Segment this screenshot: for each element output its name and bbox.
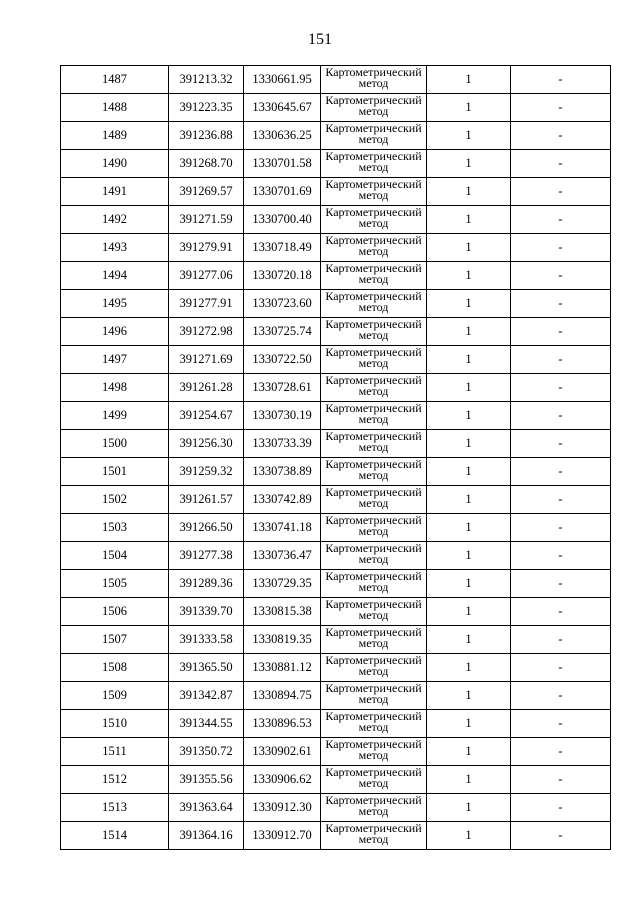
x-coordinate-cell: 391272.98 [169,318,244,346]
y-coordinate-cell: 1330815.38 [244,598,321,626]
table-row [61,738,611,766]
method-line-2: метод [358,468,389,482]
note-cell: - [511,794,611,822]
method-line-2: метод [358,132,389,146]
y-coordinate-cell: 1330722.50 [244,346,321,374]
accuracy-cell: 1 [427,262,511,290]
table-row [61,66,611,94]
y-coordinate-cell: 1330720.18 [244,262,321,290]
table-row [61,486,611,514]
table-row [61,234,611,262]
method-cell [321,122,427,150]
point-id-cell: 1500 [61,430,169,458]
x-coordinate-cell: 391344.55 [169,710,244,738]
point-id-cell: 1509 [61,682,169,710]
method-line-2: метод [358,776,389,790]
x-coordinate-cell: 391355.56 [169,766,244,794]
y-coordinate-cell: 1330723.60 [244,290,321,318]
accuracy-cell: 1 [427,402,511,430]
method-cell [321,458,427,486]
point-id-cell: 1490 [61,150,169,178]
accuracy-cell: 1 [427,822,511,850]
method-line-2: метод [358,440,389,454]
method-line-2: метод [358,636,389,650]
x-coordinate-cell: 391261.57 [169,486,244,514]
method-line-2: метод [358,300,389,314]
y-coordinate-cell: 1330661.95 [244,66,321,94]
accuracy-cell: 1 [427,626,511,654]
note-cell: - [511,822,611,850]
note-cell: - [511,178,611,206]
table-row [61,374,611,402]
accuracy-cell: 1 [427,122,511,150]
method-line-1: Картометрический [325,401,422,415]
method-line-1: Картометрический [325,513,422,527]
table-row [61,822,611,850]
y-coordinate-cell: 1330912.70 [244,822,321,850]
method-cell [321,94,427,122]
x-coordinate-cell: 391266.50 [169,514,244,542]
method-cell [321,486,427,514]
x-coordinate-cell: 391256.30 [169,430,244,458]
point-id-cell: 1513 [61,794,169,822]
table-row [61,318,611,346]
y-coordinate-cell: 1330902.61 [244,738,321,766]
method-line-1: Картометрический [325,177,422,191]
note-cell: - [511,430,611,458]
point-id-cell: 1491 [61,178,169,206]
y-coordinate-cell: 1330700.40 [244,206,321,234]
accuracy-cell: 1 [427,206,511,234]
y-coordinate-cell: 1330725.74 [244,318,321,346]
y-coordinate-cell: 1330906.62 [244,766,321,794]
y-coordinate-cell: 1330742.89 [244,486,321,514]
x-coordinate-cell: 391339.70 [169,598,244,626]
method-cell [321,514,427,542]
table-row [61,682,611,710]
note-cell: - [511,94,611,122]
method-line-2: метод [358,804,389,818]
note-cell: - [511,626,611,654]
x-coordinate-cell: 391268.70 [169,150,244,178]
method-line-2: метод [358,216,389,230]
method-cell [321,766,427,794]
y-coordinate-cell: 1330912.30 [244,794,321,822]
accuracy-cell: 1 [427,598,511,626]
x-coordinate-cell: 391271.69 [169,346,244,374]
accuracy-cell: 1 [427,374,511,402]
method-line-1: Картометрический [325,625,422,639]
y-coordinate-cell: 1330741.18 [244,514,321,542]
table-row [61,430,611,458]
note-cell: - [511,682,611,710]
point-id-cell: 1503 [61,514,169,542]
method-line-2: метод [358,832,389,846]
x-coordinate-cell: 391277.91 [169,290,244,318]
note-cell: - [511,598,611,626]
point-id-cell: 1506 [61,598,169,626]
method-line-1: Картометрический [325,149,422,163]
note-cell: - [511,262,611,290]
x-coordinate-cell: 391333.58 [169,626,244,654]
method-line-2: метод [358,496,389,510]
note-cell: - [511,374,611,402]
method-cell [321,738,427,766]
method-line-2: метод [358,664,389,678]
table-row [61,262,611,290]
page-number: 151 [308,31,332,48]
table-row [61,178,611,206]
table-row [61,514,611,542]
method-line-2: метод [358,524,389,538]
method-line-2: метод [358,76,389,90]
table-row [61,206,611,234]
method-line-1: Картометрический [325,737,422,751]
table-row [61,458,611,486]
method-cell [321,822,427,850]
method-cell [321,570,427,598]
method-cell [321,150,427,178]
method-line-1: Картометрический [325,541,422,555]
table-row [61,290,611,318]
x-coordinate-cell: 391364.16 [169,822,244,850]
method-line-2: метод [358,188,389,202]
point-id-cell: 1488 [61,94,169,122]
table-row [61,94,611,122]
note-cell: - [511,570,611,598]
accuracy-cell: 1 [427,766,511,794]
y-coordinate-cell: 1330881.12 [244,654,321,682]
x-coordinate-cell: 391289.36 [169,570,244,598]
method-line-2: метод [358,720,389,734]
note-cell: - [511,122,611,150]
method-line-2: метод [358,608,389,622]
method-line-2: метод [358,160,389,174]
method-line-1: Картометрический [325,289,422,303]
note-cell: - [511,290,611,318]
point-id-cell: 1508 [61,654,169,682]
x-coordinate-cell: 391261.28 [169,374,244,402]
y-coordinate-cell: 1330718.49 [244,234,321,262]
x-coordinate-cell: 391365.50 [169,654,244,682]
accuracy-cell: 1 [427,178,511,206]
x-coordinate-cell: 391254.67 [169,402,244,430]
method-line-1: Картометрический [325,233,422,247]
x-coordinate-cell: 391271.59 [169,206,244,234]
accuracy-cell: 1 [427,486,511,514]
method-line-2: метод [358,272,389,286]
x-coordinate-cell: 391342.87 [169,682,244,710]
note-cell: - [511,486,611,514]
x-coordinate-cell: 391277.38 [169,542,244,570]
point-id-cell: 1512 [61,766,169,794]
accuracy-cell: 1 [427,654,511,682]
table-row [61,598,611,626]
point-id-cell: 1504 [61,542,169,570]
method-line-1: Картометрический [325,793,422,807]
accuracy-cell: 1 [427,710,511,738]
point-id-cell: 1497 [61,346,169,374]
method-cell [321,402,427,430]
method-cell [321,290,427,318]
method-cell [321,626,427,654]
note-cell: - [511,514,611,542]
method-cell [321,430,427,458]
method-line-2: метод [358,412,389,426]
table-row [61,402,611,430]
point-id-cell: 1511 [61,738,169,766]
y-coordinate-cell: 1330645.67 [244,94,321,122]
accuracy-cell: 1 [427,458,511,486]
method-line-2: метод [358,384,389,398]
method-line-2: метод [358,328,389,342]
method-line-1: Картометрический [325,457,422,471]
y-coordinate-cell: 1330819.35 [244,626,321,654]
y-coordinate-cell: 1330701.69 [244,178,321,206]
table-row [61,346,611,374]
method-cell [321,178,427,206]
method-line-1: Картометрический [325,65,422,79]
accuracy-cell: 1 [427,542,511,570]
x-coordinate-cell: 391350.72 [169,738,244,766]
note-cell: - [511,234,611,262]
table-row [61,570,611,598]
note-cell: - [511,150,611,178]
y-coordinate-cell: 1330896.53 [244,710,321,738]
method-line-2: метод [358,748,389,762]
y-coordinate-cell: 1330728.61 [244,374,321,402]
note-cell: - [511,710,611,738]
method-line-2: метод [358,692,389,706]
accuracy-cell: 1 [427,150,511,178]
method-line-1: Картометрический [325,821,422,835]
x-coordinate-cell: 391213.32 [169,66,244,94]
method-line-1: Картометрический [325,569,422,583]
method-cell [321,682,427,710]
coordinates-table [60,65,611,850]
y-coordinate-cell: 1330729.35 [244,570,321,598]
method-line-1: Картометрический [325,597,422,611]
point-id-cell: 1502 [61,486,169,514]
method-cell [321,346,427,374]
method-cell [321,598,427,626]
point-id-cell: 1496 [61,318,169,346]
method-line-1: Картометрический [325,429,422,443]
point-id-cell: 1493 [61,234,169,262]
note-cell: - [511,738,611,766]
method-line-2: метод [358,244,389,258]
x-coordinate-cell: 391259.32 [169,458,244,486]
x-coordinate-cell: 391236.88 [169,122,244,150]
x-coordinate-cell: 391279.91 [169,234,244,262]
point-id-cell: 1507 [61,626,169,654]
note-cell: - [511,542,611,570]
note-cell: - [511,402,611,430]
method-line-1: Картометрический [325,345,422,359]
table-row [61,766,611,794]
point-id-cell: 1492 [61,206,169,234]
method-cell [321,374,427,402]
x-coordinate-cell: 391277.06 [169,262,244,290]
method-cell [321,654,427,682]
method-line-2: метод [358,356,389,370]
y-coordinate-cell: 1330733.39 [244,430,321,458]
method-cell [321,234,427,262]
y-coordinate-cell: 1330738.89 [244,458,321,486]
point-id-cell: 1495 [61,290,169,318]
point-id-cell: 1514 [61,822,169,850]
y-coordinate-cell: 1330636.25 [244,122,321,150]
point-id-cell: 1494 [61,262,169,290]
method-line-1: Картометрический [325,317,422,331]
method-line-1: Картометрический [325,373,422,387]
note-cell: - [511,458,611,486]
accuracy-cell: 1 [427,514,511,542]
method-line-1: Картометрический [325,205,422,219]
table-row [61,626,611,654]
point-id-cell: 1499 [61,402,169,430]
method-line-1: Картометрический [325,709,422,723]
point-id-cell: 1487 [61,66,169,94]
method-line-1: Картометрический [325,653,422,667]
table-row [61,122,611,150]
accuracy-cell: 1 [427,570,511,598]
accuracy-cell: 1 [427,290,511,318]
method-line-2: метод [358,580,389,594]
method-cell [321,206,427,234]
method-line-1: Картометрический [325,93,422,107]
accuracy-cell: 1 [427,738,511,766]
accuracy-cell: 1 [427,794,511,822]
x-coordinate-cell: 391363.64 [169,794,244,822]
accuracy-cell: 1 [427,234,511,262]
y-coordinate-cell: 1330736.47 [244,542,321,570]
method-cell [321,66,427,94]
point-id-cell: 1505 [61,570,169,598]
note-cell: - [511,318,611,346]
point-id-cell: 1489 [61,122,169,150]
accuracy-cell: 1 [427,318,511,346]
accuracy-cell: 1 [427,94,511,122]
method-cell [321,542,427,570]
note-cell: - [511,206,611,234]
method-line-1: Картометрический [325,485,422,499]
point-id-cell: 1501 [61,458,169,486]
method-cell [321,710,427,738]
point-id-cell: 1498 [61,374,169,402]
table-row [61,542,611,570]
table-row [61,710,611,738]
method-cell [321,318,427,346]
accuracy-cell: 1 [427,430,511,458]
y-coordinate-cell: 1330701.58 [244,150,321,178]
table-row [61,150,611,178]
method-cell [321,262,427,290]
method-line-1: Картометрический [325,121,422,135]
y-coordinate-cell: 1330894.75 [244,682,321,710]
accuracy-cell: 1 [427,346,511,374]
note-cell: - [511,654,611,682]
y-coordinate-cell: 1330730.19 [244,402,321,430]
x-coordinate-cell: 391223.35 [169,94,244,122]
note-cell: - [511,66,611,94]
table-row [61,794,611,822]
method-line-1: Картометрический [325,681,422,695]
point-id-cell: 1510 [61,710,169,738]
accuracy-cell: 1 [427,66,511,94]
note-cell: - [511,346,611,374]
x-coordinate-cell: 391269.57 [169,178,244,206]
method-line-1: Картометрический [325,261,422,275]
method-line-1: Картометрический [325,765,422,779]
method-cell [321,794,427,822]
accuracy-cell: 1 [427,682,511,710]
method-line-2: метод [358,104,389,118]
method-line-2: метод [358,552,389,566]
note-cell: - [511,766,611,794]
table-row [61,654,611,682]
table-body [61,66,611,850]
